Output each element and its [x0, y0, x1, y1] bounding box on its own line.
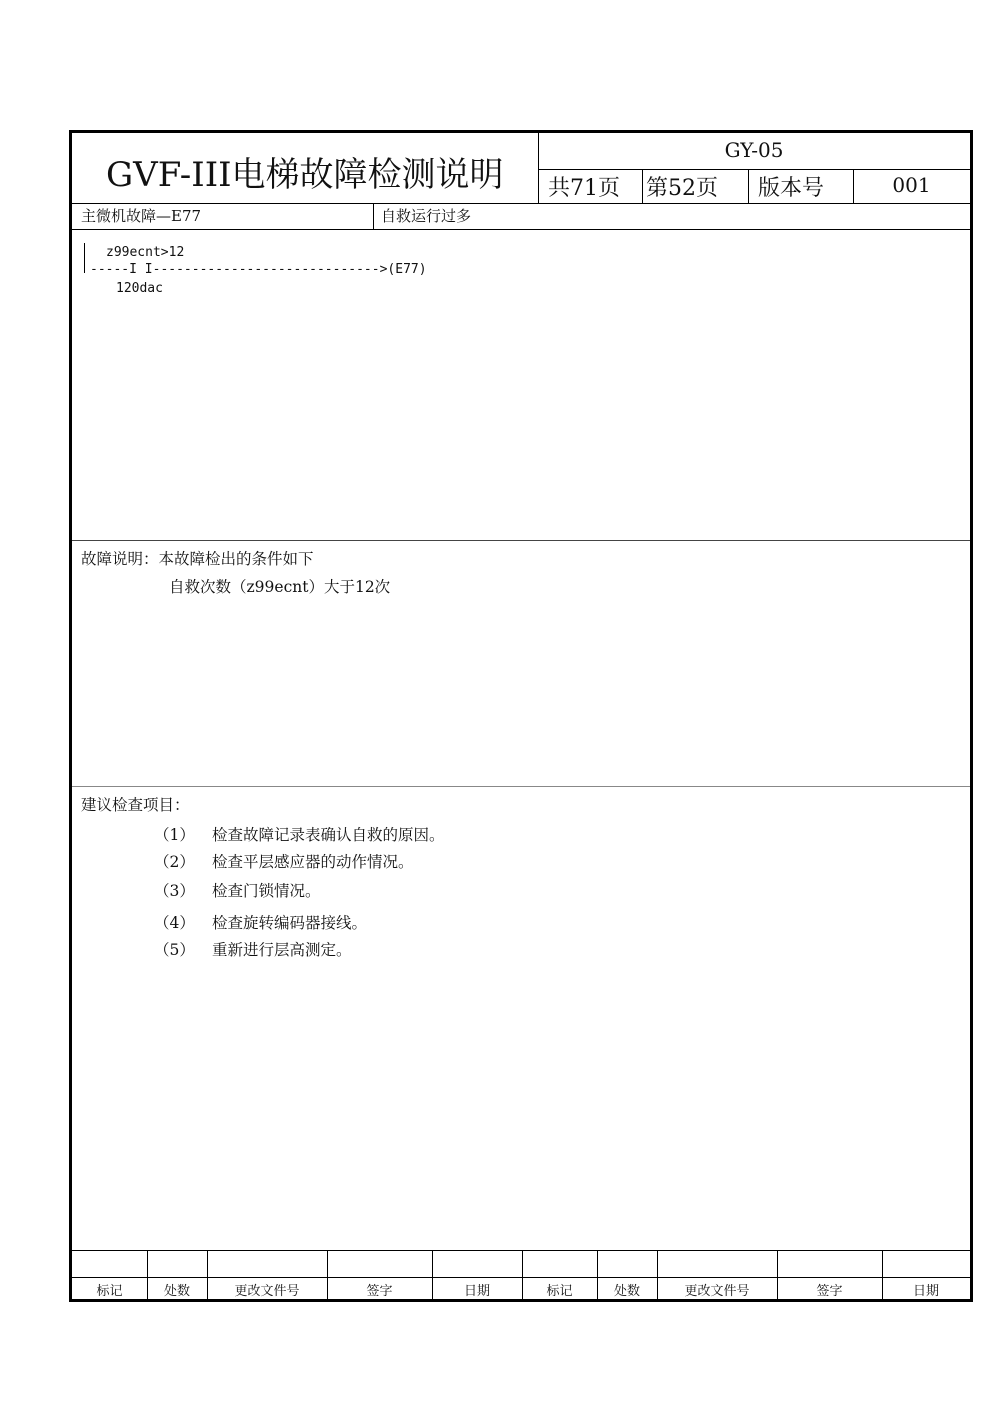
footer-col-docno-1: 更改文件号: [234, 1284, 300, 1299]
footer-col-date-1: 日期: [463, 1284, 490, 1299]
suggestion-num-3: （3）: [154, 882, 195, 900]
document-frame: [69, 130, 973, 1302]
doc-code: GY-05: [724, 138, 784, 162]
footer-col-docno-2: 更改文件号: [684, 1284, 750, 1299]
suggestion-num-5: （5）: [154, 941, 195, 959]
ladder-condition: z99ecnt>12: [106, 245, 185, 260]
footer-col-sign-2: 签字: [816, 1284, 843, 1299]
suggestions-label: 建议检查项目：: [81, 796, 190, 814]
footer-col-count-1: 处数: [163, 1284, 190, 1299]
suggestion-text-3: 检查门锁情况。: [212, 882, 321, 900]
current-page: 第52页: [646, 176, 718, 201]
suggestion-num-1: （1）: [154, 826, 195, 844]
document-title: GVF-III电梯故障检测说明: [106, 155, 504, 195]
version-label: 版本号: [758, 176, 825, 201]
ladder-rung: -----I I----------------------------->(E77): [90, 262, 427, 277]
footer-col-mark-2: 标记: [546, 1284, 573, 1299]
suggestion-text-1: 检查故障记录表确认自救的原因。: [212, 826, 445, 844]
fault-code: 主微机故障—E77: [81, 207, 202, 225]
version-value: 001: [892, 173, 931, 197]
footer-col-mark-1: 标记: [96, 1284, 123, 1299]
suggestion-num-4: （4）: [154, 914, 195, 932]
footer-col-date-2: 日期: [912, 1284, 939, 1299]
ladder-address: 120dac: [116, 281, 163, 296]
description-label: 故障说明：本故障检出的条件如下: [81, 550, 314, 568]
suggestion-text-5: 重新进行层高测定。: [212, 941, 352, 959]
footer-col-count-2: 处数: [613, 1284, 640, 1299]
total-pages: 共71页: [548, 176, 620, 201]
description-condition: 自救次数（z99ecnt）大于12次: [169, 578, 391, 596]
suggestion-text-4: 检查旋转编码器接线。: [212, 914, 368, 932]
footer-col-sign-1: 签字: [366, 1284, 393, 1299]
fault-name: 自救运行过多: [381, 207, 472, 225]
suggestion-num-2: （2）: [154, 853, 195, 871]
ladder-rail: [84, 243, 85, 273]
suggestion-text-2: 检查平层感应器的动作情况。: [212, 853, 414, 871]
